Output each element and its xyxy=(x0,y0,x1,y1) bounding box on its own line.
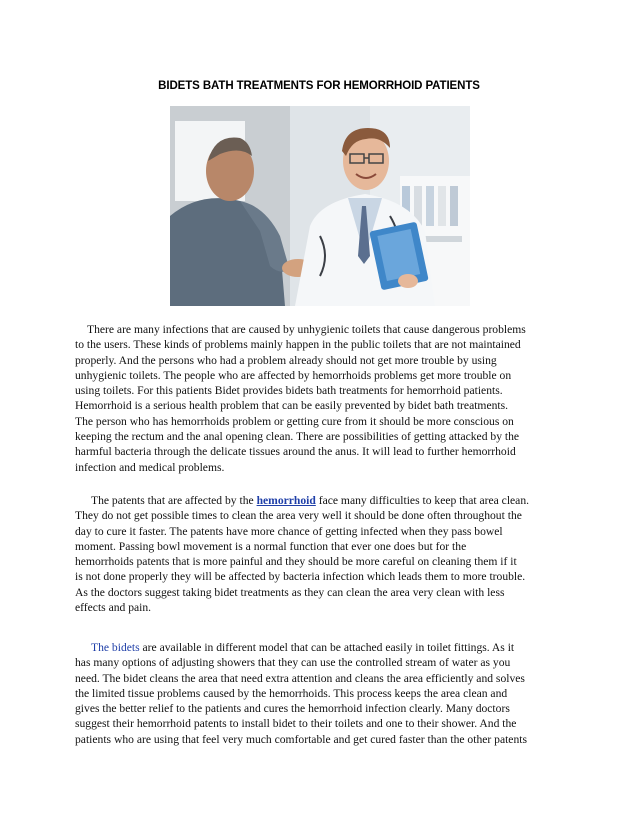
paragraph-line: properly. And the persons who had a problem already should not get more trouble by using xyxy=(75,353,497,367)
paragraph-line: unhygienic toilets. The people who are affected by hemorrhoids problems get more trouble on xyxy=(75,368,512,382)
paragraph-line: infection and medical problems. xyxy=(75,460,225,474)
paragraph-line: Hemorrhoid is a serious health problem that can be easily prevented by bidet bath treatments. xyxy=(75,399,509,413)
paragraph-line: need. The bidet cleans the area that need extra attention and cleans the area efficiently and solves xyxy=(75,671,525,685)
paragraph-line: patients who are using that feel very much comfortable and get cured faster than the other patents xyxy=(75,732,527,746)
paragraph-line: is not done properly they will be affected by bacteria infection which leads them to more trouble. xyxy=(75,570,526,584)
paragraph-line: moment. Passing bowl movement is a normal function that ever one does but for the xyxy=(75,539,467,553)
paragraph-text: are available in different model that can be attached easily in toilet fittings. As it xyxy=(139,641,515,654)
paragraph-line: to the users. These kinds of problems mainly happen in the public toilets that are not maintained xyxy=(75,338,521,352)
the-bidets-link[interactable]: The bidets xyxy=(91,641,140,654)
paragraph-line: They do not get possible times to clean the area very well it should be done often throughout the xyxy=(75,509,522,523)
paragraph-line: The person who has hemorrhoids problem or getting cure from it should be more conscious on xyxy=(75,414,514,428)
paragraph-line: As the doctors suggest taking bidet treatments as they can clean the area very clean with less xyxy=(75,585,505,599)
paragraph-1 xyxy=(75,322,569,475)
paragraph-text: The patents that are affected by the xyxy=(91,494,257,507)
paragraph-line: day to cure it faster. The patents have more chance of getting infected when they pass bowel xyxy=(75,524,503,538)
paragraph-line: hemorrhoids patents that is more painful and they should be more careful on cleaning them if it xyxy=(75,555,517,569)
paragraph-line: There are many infections that are caused by unhygienic toilets that cause dangerous problems xyxy=(87,323,526,336)
paragraph-line xyxy=(75,640,569,655)
paragraph-3 xyxy=(75,640,569,747)
paragraph-line: gives the better relief to the patients and cures the hemorrhoid infection clearly. Many doctors xyxy=(75,702,510,716)
paragraph-line: keeping the rectum and the anal opening clean. There are possibilities of getting attacked by the xyxy=(75,430,520,444)
paragraph-line: harmful bacteria through the delicate tissues around the anus. It will lead to further hemorrhoid xyxy=(75,445,516,459)
paragraph-2 xyxy=(75,493,569,615)
hemorrhoid-link[interactable]: hemorrhoid xyxy=(256,494,316,507)
paragraph-line xyxy=(75,493,569,508)
paragraph-line: suggest their hemorrhoid patents to install bidet to their toilets and one to their shower. And the xyxy=(75,717,517,731)
doctor-handshake-photo xyxy=(170,106,470,306)
paragraph-line: has many options of adjusting showers that they can use the controlled stream of water as you xyxy=(75,656,511,670)
paragraph-line: the limited tissue problems caused by the hemorrhoids. This process keeps the area clean and xyxy=(75,686,508,700)
paragraph-line: using toilets. For this patients Bidet provides bidets bath treatments for hemorrhoid patients. xyxy=(75,384,503,398)
paragraph-text: face many difficulties to keep that area clean. xyxy=(315,494,530,507)
paragraph-line: effects and pain. xyxy=(75,601,152,615)
document-title: BIDETS BATH TREATMENTS FOR HEMORRHOID PATIENTS xyxy=(158,80,480,92)
